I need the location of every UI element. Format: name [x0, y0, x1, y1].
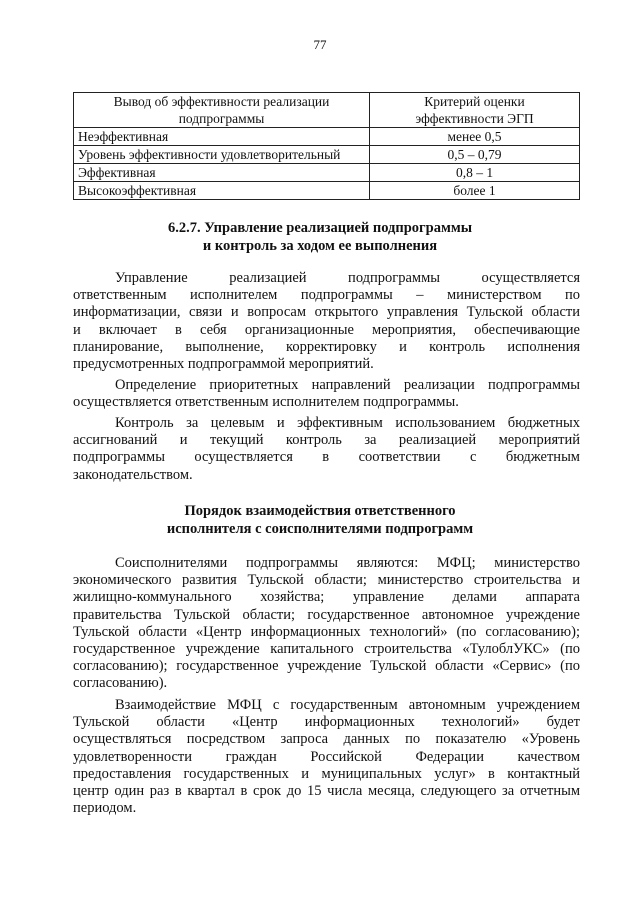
table-header-row [74, 93, 580, 128]
section-heading-management: 6.2.7. Управление реализацией подпрограммы и контроль за ходом ее выполнения [167, 220, 473, 254]
table-row [74, 128, 580, 146]
paragraph-control: Контроль за целевым и эффективным использованием бюджетных ассигнований и текущий контроль за реализацией мероприятий подпрограммы осуществляется в соответствии с бюджетным законодательством. [73, 415, 580, 483]
paragraph-mfc-interaction: Взаимодействие МФЦ с государственным автономным учреждением Тульской области «Центр информационных технологий» будет осуществляться посредством запроса данных по показателю «Уровень удовлетворенности граждан Российской Федерации качеством предоставления государственных и муниципальных услуг» в контактный центр один раз в квартал в срок до 15 числа месяца, следующего за отчетным периодом. [73, 697, 580, 817]
table-header-conclusion: Вывод об эффективности реализации подпрограммы [74, 93, 370, 128]
table-cell-conclusion: Неэффективная [74, 128, 370, 146]
table-cell-conclusion: Эффективная [74, 164, 370, 182]
paragraph-co-executors: Соисполнителями подпрограммы являются: МФЦ; министерство экономического развития Тульской области; министерство строительства и жилищно-коммунального хозяйства; управление делами аппарата правительства Тульской области; государственное автономное учреждение Тульской области «Центр информационных технологий» (по согласованию); государственное учреждение капитального строительства «ТулоблУКС» (по согласованию); государственное учреждение Тульской области «Сервис» (по согласованию). [73, 555, 580, 692]
paragraph-priorities: Определение приоритетных направлений реализации подпрограммы осуществляется ответственным исполнителем подпрограммы. [73, 377, 580, 411]
table-row [74, 146, 580, 164]
table-cell-criterion: 0,8 – 1 [370, 164, 580, 182]
table-cell-criterion: 0,5 – 0,79 [370, 146, 580, 164]
table-cell-conclusion: Уровень эффективности удовлетворительный [74, 146, 370, 164]
page-number: 77 [313, 37, 327, 52]
paragraph-management: Управление реализацией подпрограммы осуществляется ответственным исполнителем подпрограммы – министерством по информатизации, связи и вопросам открытого управления Тульской области и включает в себя организационные мероприятия, обеспечивающие планирование, выполнение, корректировку и контроль исполнения предусмотренных подпрограммой мероприятий. [73, 270, 580, 373]
table-cell-criterion: более 1 [370, 182, 580, 200]
table-row [74, 164, 580, 182]
table-header-criterion: Критерий оценки эффективности ЭГП [370, 93, 580, 128]
table-cell-criterion: менее 0,5 [370, 128, 580, 146]
table-row [74, 182, 580, 200]
section-heading-interaction: Порядок взаимодействия ответственного исполнителя с соисполнителями подпрограмм [166, 503, 474, 537]
efficiency-criteria-table [73, 92, 580, 200]
table-cell-conclusion: Высокоэффективная [74, 182, 370, 200]
